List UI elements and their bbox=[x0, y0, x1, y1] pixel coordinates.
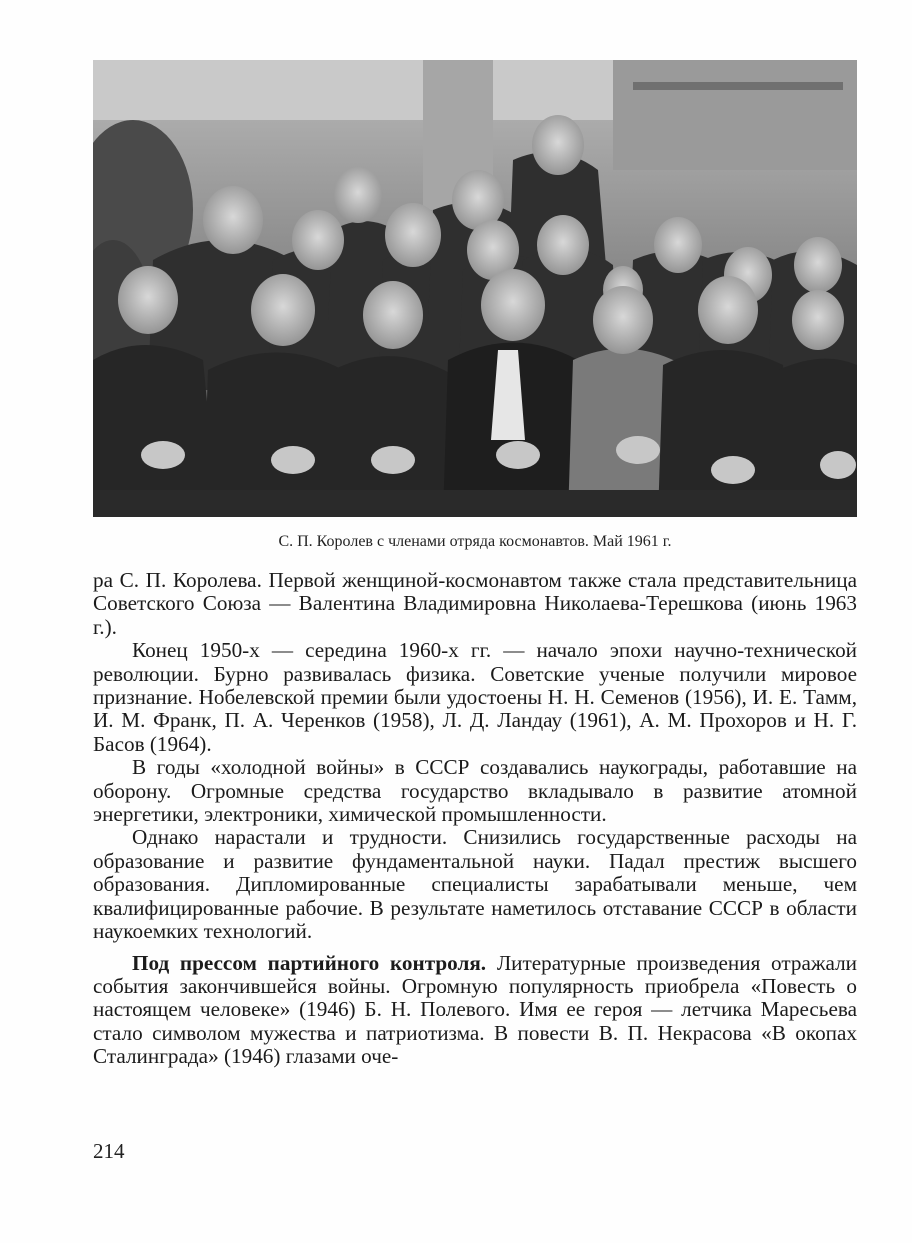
paragraph-3: В годы «холодной войны» в СССР создавались наукограды, работавшие на оборону. Огромные средства государство вкладывало в развитие атомной энергетики, электроники, химической промышленности. bbox=[93, 755, 857, 827]
section-heading: Под прессом партийного контроля. bbox=[132, 950, 487, 975]
group-photo bbox=[93, 60, 857, 517]
section-text: Литературные произведения отражали события закончившейся войны. Огромную популярность приобрела «Повесть о настоящем человеке» (1946) Б. Н. Полевого. Имя ее героя — летчика Маресьева стало символом мужества и патриотизма. В повести В. П. Некрасова «В окопах Сталинграда» (1946) глазами оче- bbox=[93, 950, 857, 1069]
photo-caption: С. П. Королев с членами отряда космонавтов. Май 1961 г. bbox=[278, 533, 672, 550]
paragraph-2: Конец 1950-х — середина 1960-х гг. — начало эпохи научно-технической революции. Бурно развивалась физика. Советские ученые получили мировое признание. Нобелевской премии были удостоены Н. Н. Семенов (1956), И. Е. Тамм, И. М. Франк, П. А. Черенков (1958), Л. Д. Ландау (1961), А. М. Прохоров и Н. Г. Басов (1964). bbox=[93, 638, 857, 756]
paragraph-4: Однако нарастали и трудности. Снизились государственные расходы на образование и развитие фундаментальной науки. Падал престиж высшего образования. Дипломированные специалисты зарабатывали меньше, чем квалифицированные рабочие. В результате наметилось отставание СССР в области наукоемких технологий. bbox=[93, 825, 857, 944]
photo-image bbox=[93, 60, 857, 517]
section-paragraph bbox=[93, 952, 857, 1069]
paragraph-1: ра С. П. Королева. Первой женщиной-космонавтом также стала представительница Советского Союза — Валентина Владимировна Николаева-Терешкова (июнь 1963 г.). bbox=[93, 568, 857, 639]
body-text bbox=[93, 569, 857, 1069]
page-number: 214 bbox=[93, 1139, 125, 1163]
